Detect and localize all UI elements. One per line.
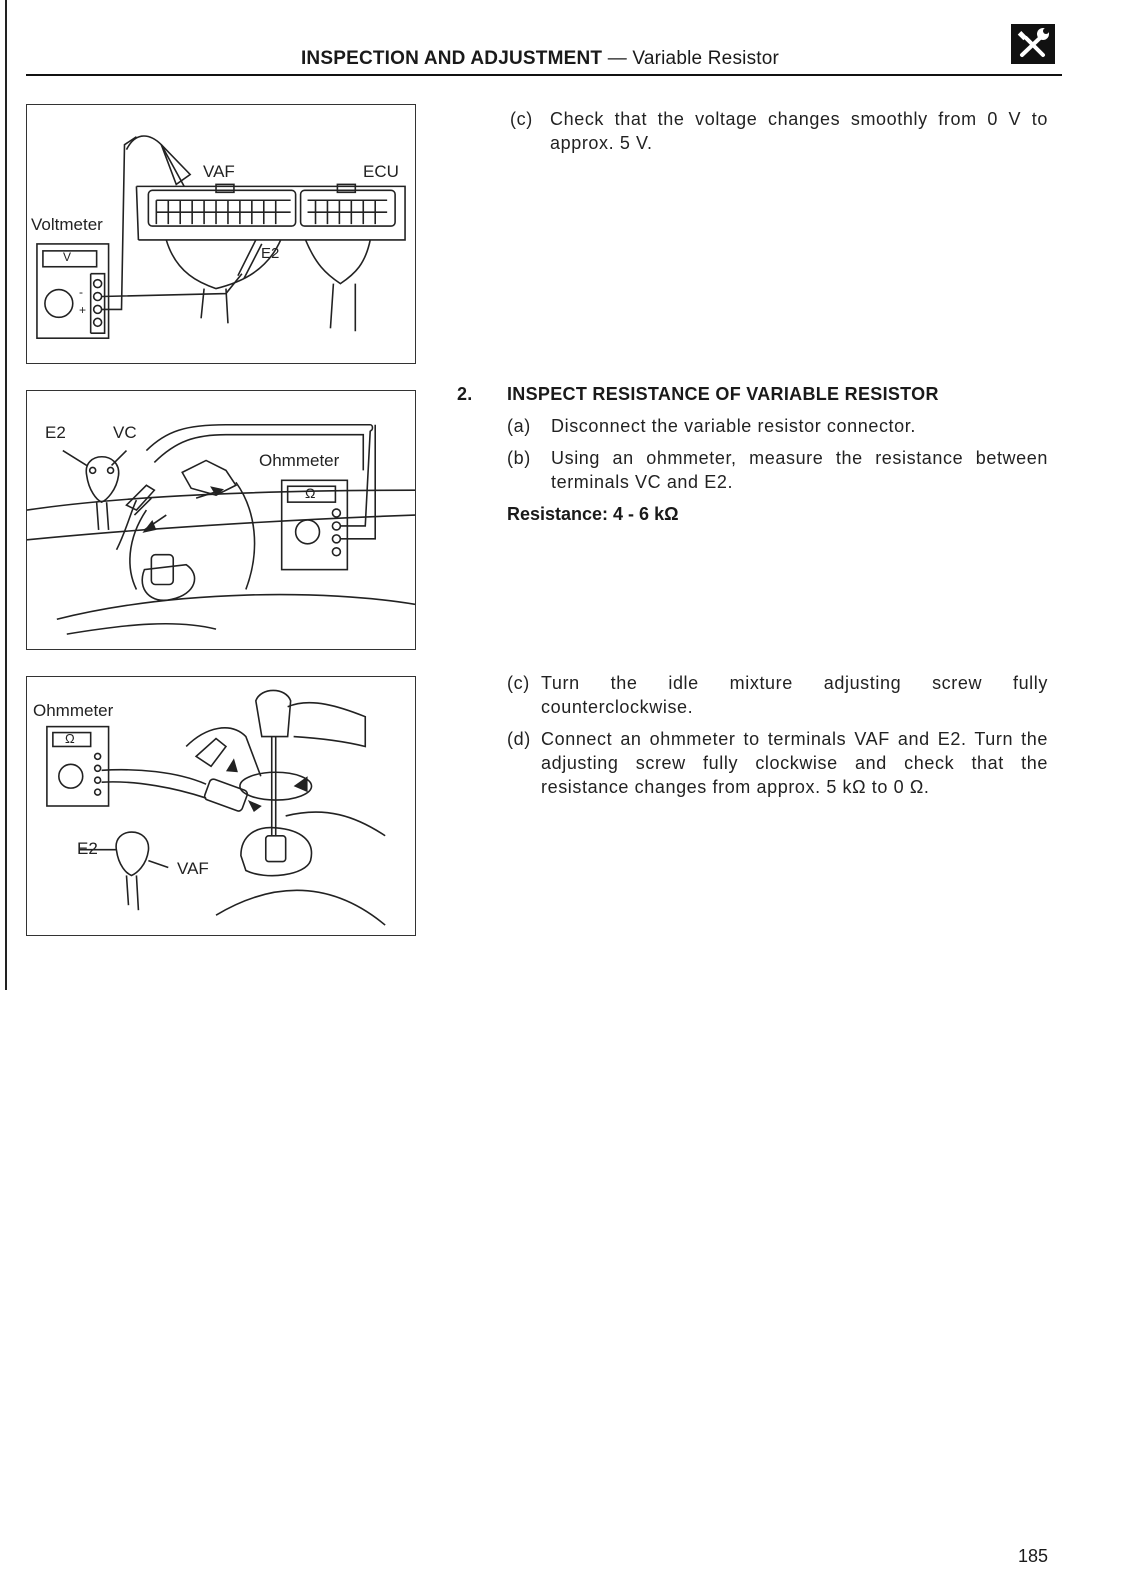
step-marker: (a) — [507, 416, 531, 436]
figure-voltmeter-ecu — [26, 104, 416, 364]
page-number: 185 — [1018, 1546, 1049, 1566]
resistance-spec: Resistance: 4 - 6 kΩ — [507, 504, 679, 524]
figure-ohmmeter-vc-e2 — [26, 390, 416, 650]
e2-probe-label: E2 — [261, 245, 280, 262]
vaf-terminal-label: VAF — [177, 859, 209, 878]
ohmmeter-label: Ohmmeter — [259, 451, 340, 470]
minus-terminal-label: - — [79, 285, 83, 299]
vc-terminal-label: VC — [113, 423, 137, 442]
step-marker: (d) — [507, 729, 531, 749]
e2-terminal-label: E2 — [45, 423, 66, 442]
step-text: Turn the idle mixture adjusting screw fully counterclockwise. — [541, 673, 1048, 717]
figure2-drawing — [27, 391, 415, 649]
header-title-bold: INSPECTION AND ADJUSTMENT — [300, 48, 603, 69]
figure-adjusting-screw — [26, 676, 416, 936]
ohm-symbol: Ω — [305, 485, 316, 501]
plus-terminal-label: + — [79, 303, 87, 317]
page-header-title — [0, 48, 1080, 70]
step-text: Disconnect the variable resistor connector. — [551, 416, 916, 436]
section-title: INSPECT RESISTANCE OF VARIABLE RESISTOR — [507, 384, 939, 404]
step-marker: (c) — [510, 109, 533, 129]
step-marker: (b) — [507, 448, 531, 468]
step-text: Check that the voltage changes smoothly from 0 V to approx. 5 V. — [550, 109, 1048, 153]
step-text: Using an ohmmeter, measure the resistance between terminals VC and E2. — [551, 448, 1048, 492]
left-margin-rule — [5, 0, 7, 990]
ohm-symbol: Ω — [65, 731, 75, 746]
step-marker: (c) — [507, 673, 530, 693]
section-number: 2. — [457, 384, 473, 404]
step-text: Connect an ohmmeter to terminals VAF and E2. Turn the adjusting screw fully clockwise and check that the resistance changes from approx. 5 kΩ to 0 Ω. — [541, 729, 1048, 797]
e2-terminal-label: E2 — [77, 839, 98, 858]
vaf-terminal-label: VAF — [203, 162, 235, 181]
header-rule — [26, 74, 1062, 76]
ecu-label: ECU — [363, 162, 399, 181]
ohmmeter-label: Ohmmeter — [33, 701, 114, 720]
voltmeter-label: Voltmeter — [31, 215, 103, 234]
voltmeter-display-unit: V — [63, 250, 72, 264]
wrench-screwdriver-icon — [1011, 24, 1055, 64]
header-title-rest: — Variable Resistor — [602, 48, 780, 69]
